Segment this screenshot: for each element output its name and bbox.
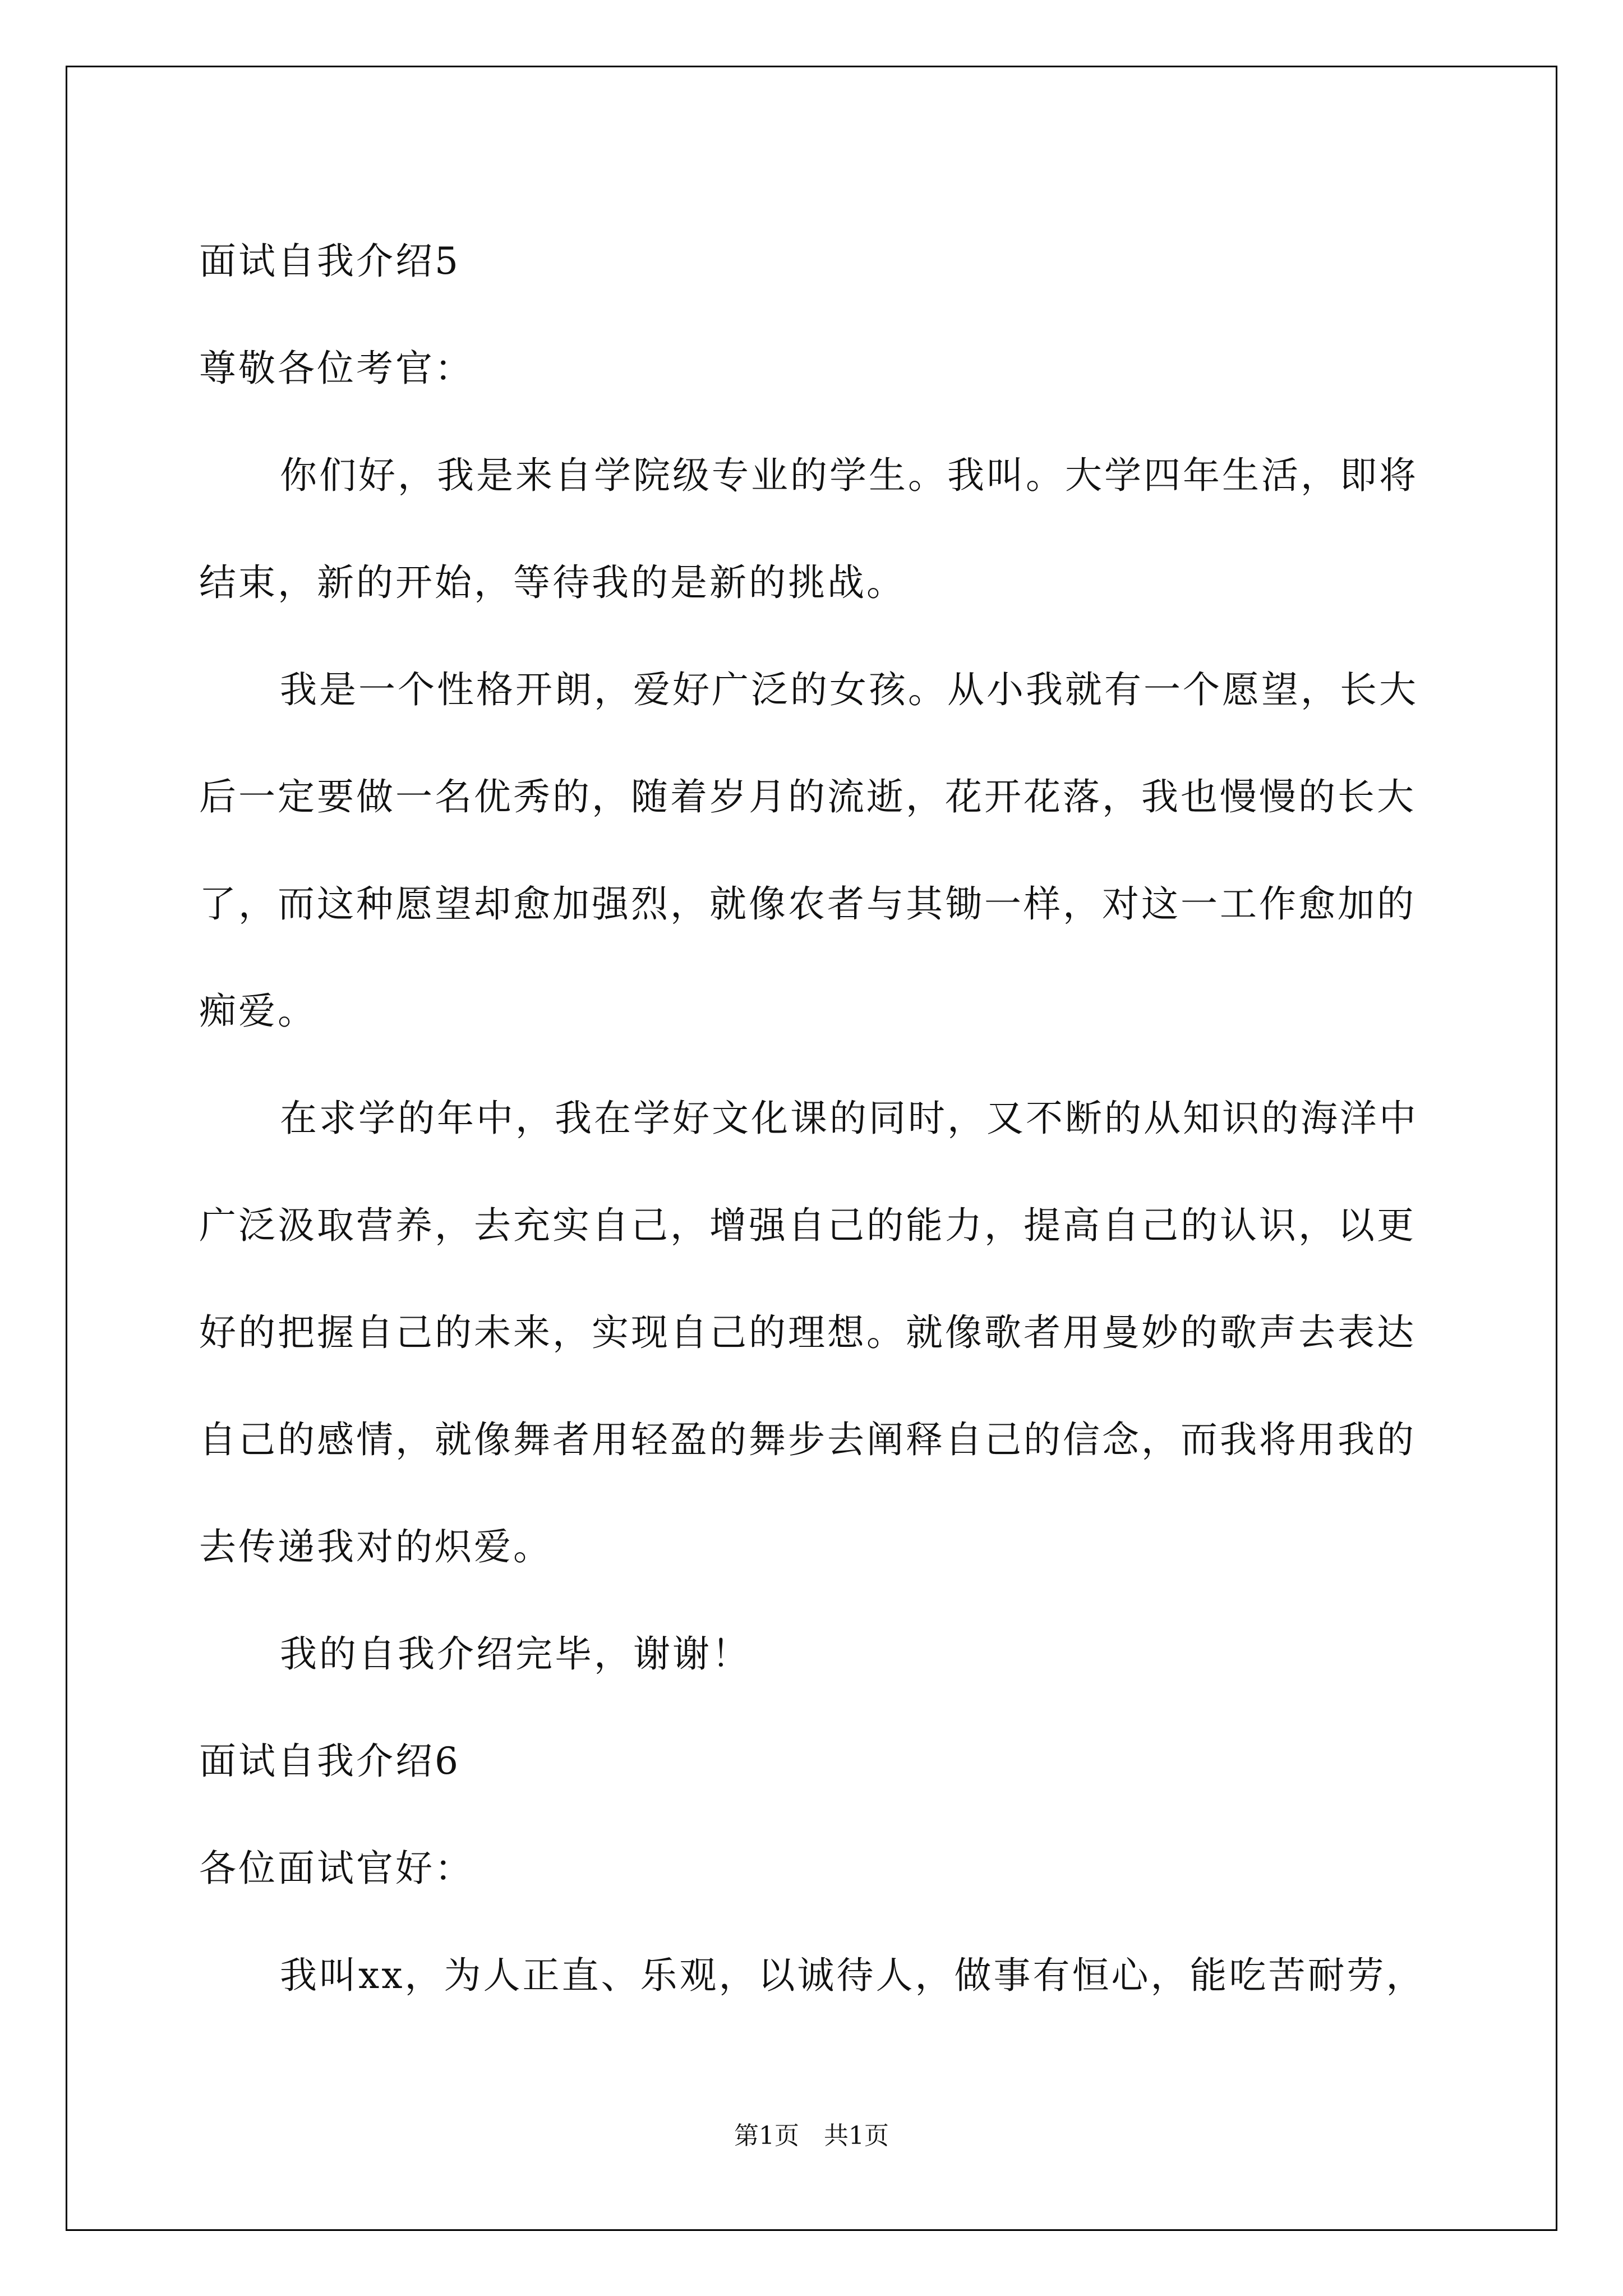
paragraph: 在求学的年中，我在学好文化课的同时，又不断的从知识的海洋中广泛汲取营养，去充实自己，增强自己的能力，提高自己的认识，以更好的把握自己的未来，实现自己的理想。就像歌者用曼妙的歌声去表达自己的感情，就像舞者用轻盈的舞步去阐释自己的信念，而我将用我的去传递我对的炽爱。 xyxy=(199,1097,1418,1568)
paragraph: 我叫xx，为人正直、乐观，以诚待人，做事有恒心，能吃苦耐劳， xyxy=(280,1954,1426,1997)
salutation: 尊敬各位考官： xyxy=(199,347,474,390)
document-body xyxy=(199,208,1433,2029)
heading-5: 面试自我介绍5 xyxy=(199,240,460,283)
page-total: 共1页 xyxy=(824,2122,889,2150)
page-number: 第1页 xyxy=(734,2122,799,2150)
page-footer xyxy=(0,2119,1623,2153)
paragraph: 我是一个性格开朗，爱好广泛的女孩。从小我就有一个愿望，长大后一定要做一名优秀的，随着岁月的流逝，花开花落，我也慢慢的长大了，而这种愿望却愈加强烈，就像农者与其锄一样，对这一工作愈加的痴爱。 xyxy=(199,668,1418,1033)
salutation: 各位面试官好： xyxy=(199,1847,474,1890)
closing-line: 我的自我介绍完毕，谢谢！ xyxy=(280,1632,751,1676)
paragraph: 你们好，我是来自学院级专业的学生。我叫。大学四年生活，即将结束，新的开始，等待我的是新的挑战。 xyxy=(199,454,1418,604)
heading-6: 面试自我介绍6 xyxy=(199,1740,460,1783)
